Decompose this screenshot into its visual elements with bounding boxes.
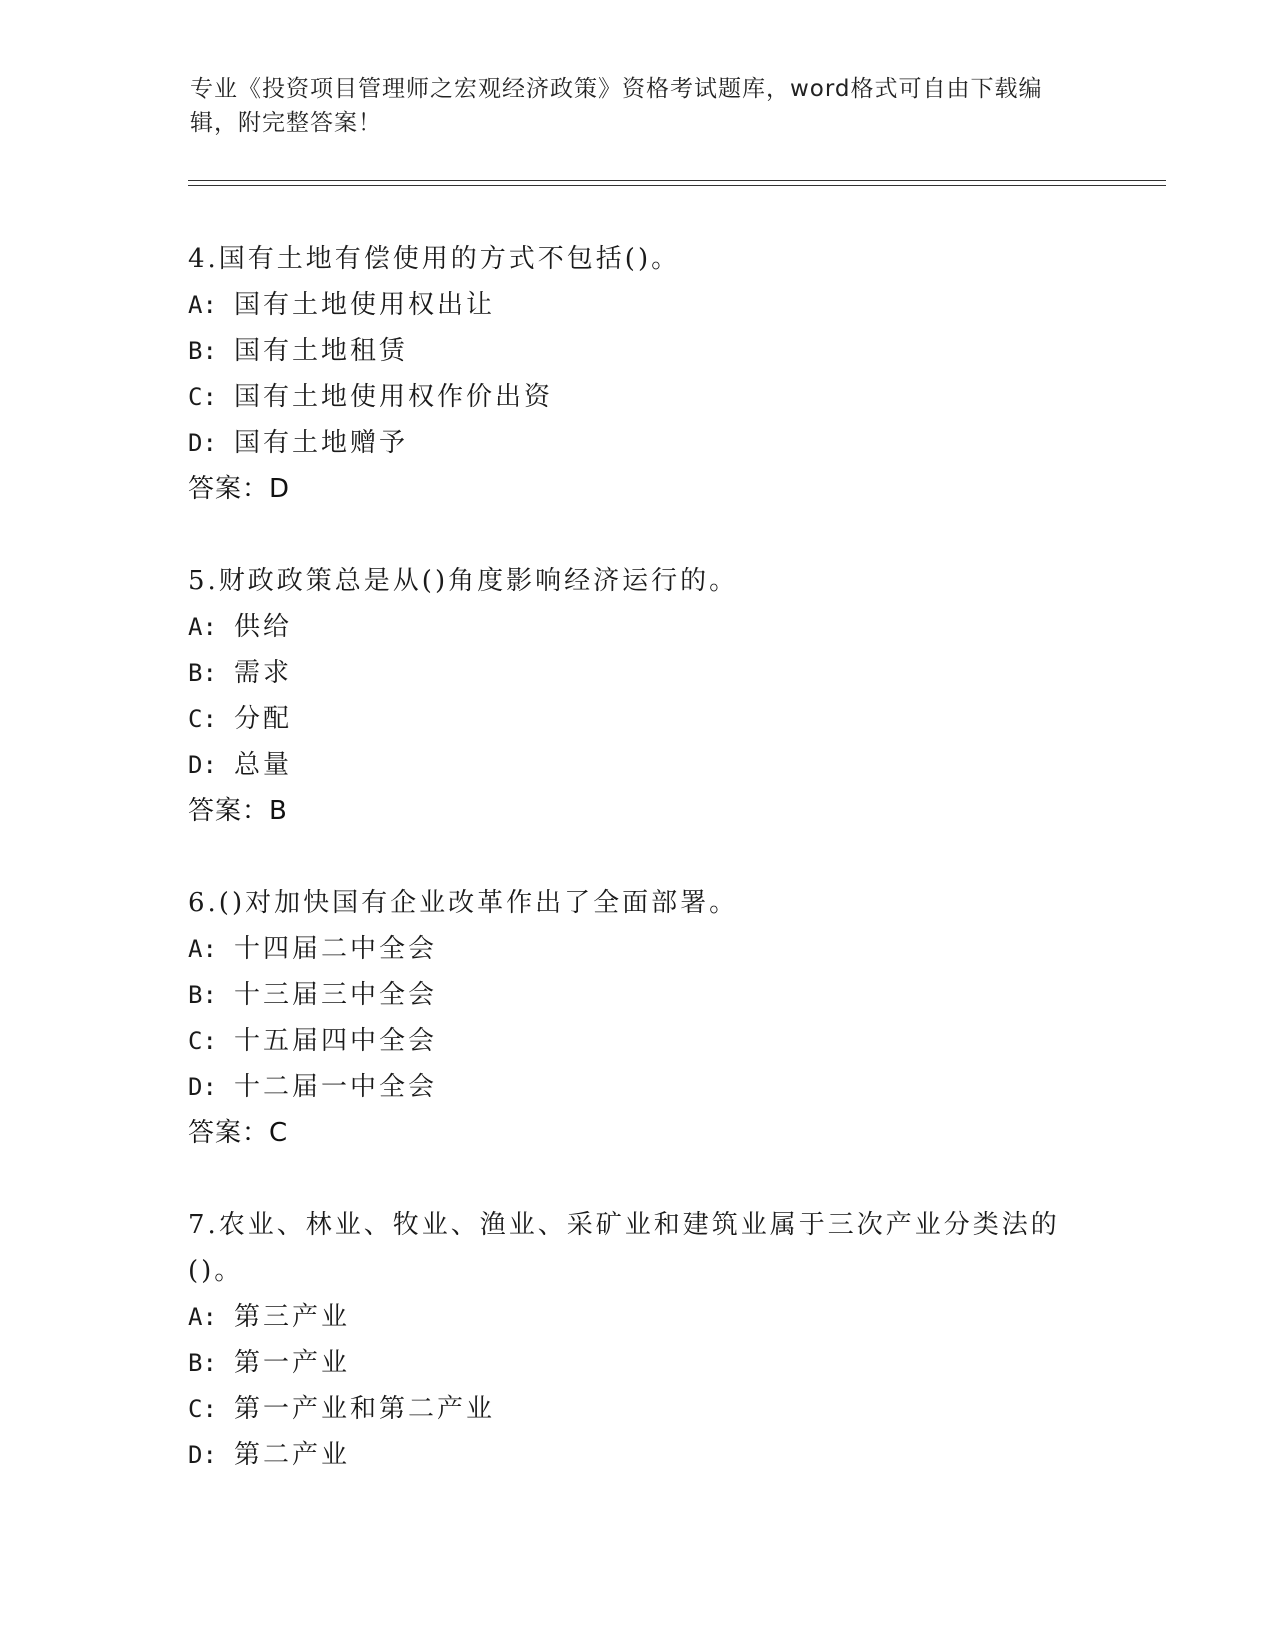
option-text: 总量 xyxy=(234,750,293,780)
intro-line-2: 辑，附完整答案！ xyxy=(190,110,382,136)
option-text: 分配 xyxy=(234,704,293,734)
option-a xyxy=(188,282,1088,328)
option-c xyxy=(188,1018,1088,1064)
question-stem: 5.财政政策总是从()角度影响经济运行的。 xyxy=(188,566,739,596)
option-text: 第三产业 xyxy=(234,1302,351,1332)
option-a xyxy=(188,926,1088,972)
option-d xyxy=(188,1432,1088,1478)
option-key: C: xyxy=(188,1027,217,1055)
question-stem-line-1: 7.农业、林业、牧业、渔业、采矿业和建筑业属于三次产业分类法的 xyxy=(188,1210,1060,1240)
option-b xyxy=(188,1340,1088,1386)
option-key: D: xyxy=(188,1441,217,1469)
option-d xyxy=(188,420,1088,466)
document-intro xyxy=(190,72,1070,140)
option-text: 国有土地赠予 xyxy=(234,428,409,458)
option-text: 十五届四中全会 xyxy=(234,1026,438,1056)
header-divider-bottom xyxy=(188,185,1166,186)
option-key: C: xyxy=(188,705,217,733)
option-key: B: xyxy=(188,659,217,687)
intro-line-1: 专业《投资项目管理师之宏观经济政策》资格考试题库，word格式可自由下载编 xyxy=(190,76,1043,102)
option-text: 国有土地使用权出让 xyxy=(234,290,496,320)
option-key: D: xyxy=(188,429,217,457)
answer-line: 答案：C xyxy=(188,1118,289,1148)
option-d xyxy=(188,742,1088,788)
option-a xyxy=(188,1294,1088,1340)
answer-line: 答案：B xyxy=(188,796,288,826)
option-key: B: xyxy=(188,1349,217,1377)
option-text: 国有土地租赁 xyxy=(234,336,409,366)
option-b xyxy=(188,328,1088,374)
option-key: A: xyxy=(188,935,217,963)
option-key: C: xyxy=(188,1395,217,1423)
option-b xyxy=(188,972,1088,1018)
option-text: 第一产业和第二产业 xyxy=(234,1394,496,1424)
option-key: B: xyxy=(188,337,217,365)
question-stem: 4.国有土地有偿使用的方式不包括()。 xyxy=(188,244,681,274)
question-4 xyxy=(188,236,1088,512)
option-b xyxy=(188,650,1088,696)
option-text: 需求 xyxy=(234,658,293,688)
question-6 xyxy=(188,880,1088,1156)
option-key: D: xyxy=(188,1073,217,1101)
question-stem-line-2: ()。 xyxy=(188,1256,244,1286)
question-7 xyxy=(188,1202,1088,1478)
option-key: A: xyxy=(188,1303,217,1331)
option-text: 国有土地使用权作价出资 xyxy=(234,382,554,412)
header-divider-top xyxy=(188,180,1166,181)
option-text: 十四届二中全会 xyxy=(234,934,438,964)
option-text: 十二届一中全会 xyxy=(234,1072,438,1102)
option-key: B: xyxy=(188,981,217,1009)
question-stem: 6.()对加快国有企业改革作出了全面部署。 xyxy=(188,888,739,918)
option-c xyxy=(188,374,1088,420)
option-key: A: xyxy=(188,291,217,319)
option-key: A: xyxy=(188,613,217,641)
option-text: 供给 xyxy=(234,612,293,642)
option-key: D: xyxy=(188,751,217,779)
option-c xyxy=(188,1386,1088,1432)
option-text: 第一产业 xyxy=(234,1348,351,1378)
option-d xyxy=(188,1064,1088,1110)
question-5 xyxy=(188,558,1088,834)
answer-line: 答案：D xyxy=(188,474,291,504)
option-a xyxy=(188,604,1088,650)
option-key: C: xyxy=(188,383,217,411)
option-text: 十三届三中全会 xyxy=(234,980,438,1010)
option-text: 第二产业 xyxy=(234,1440,351,1470)
option-c xyxy=(188,696,1088,742)
